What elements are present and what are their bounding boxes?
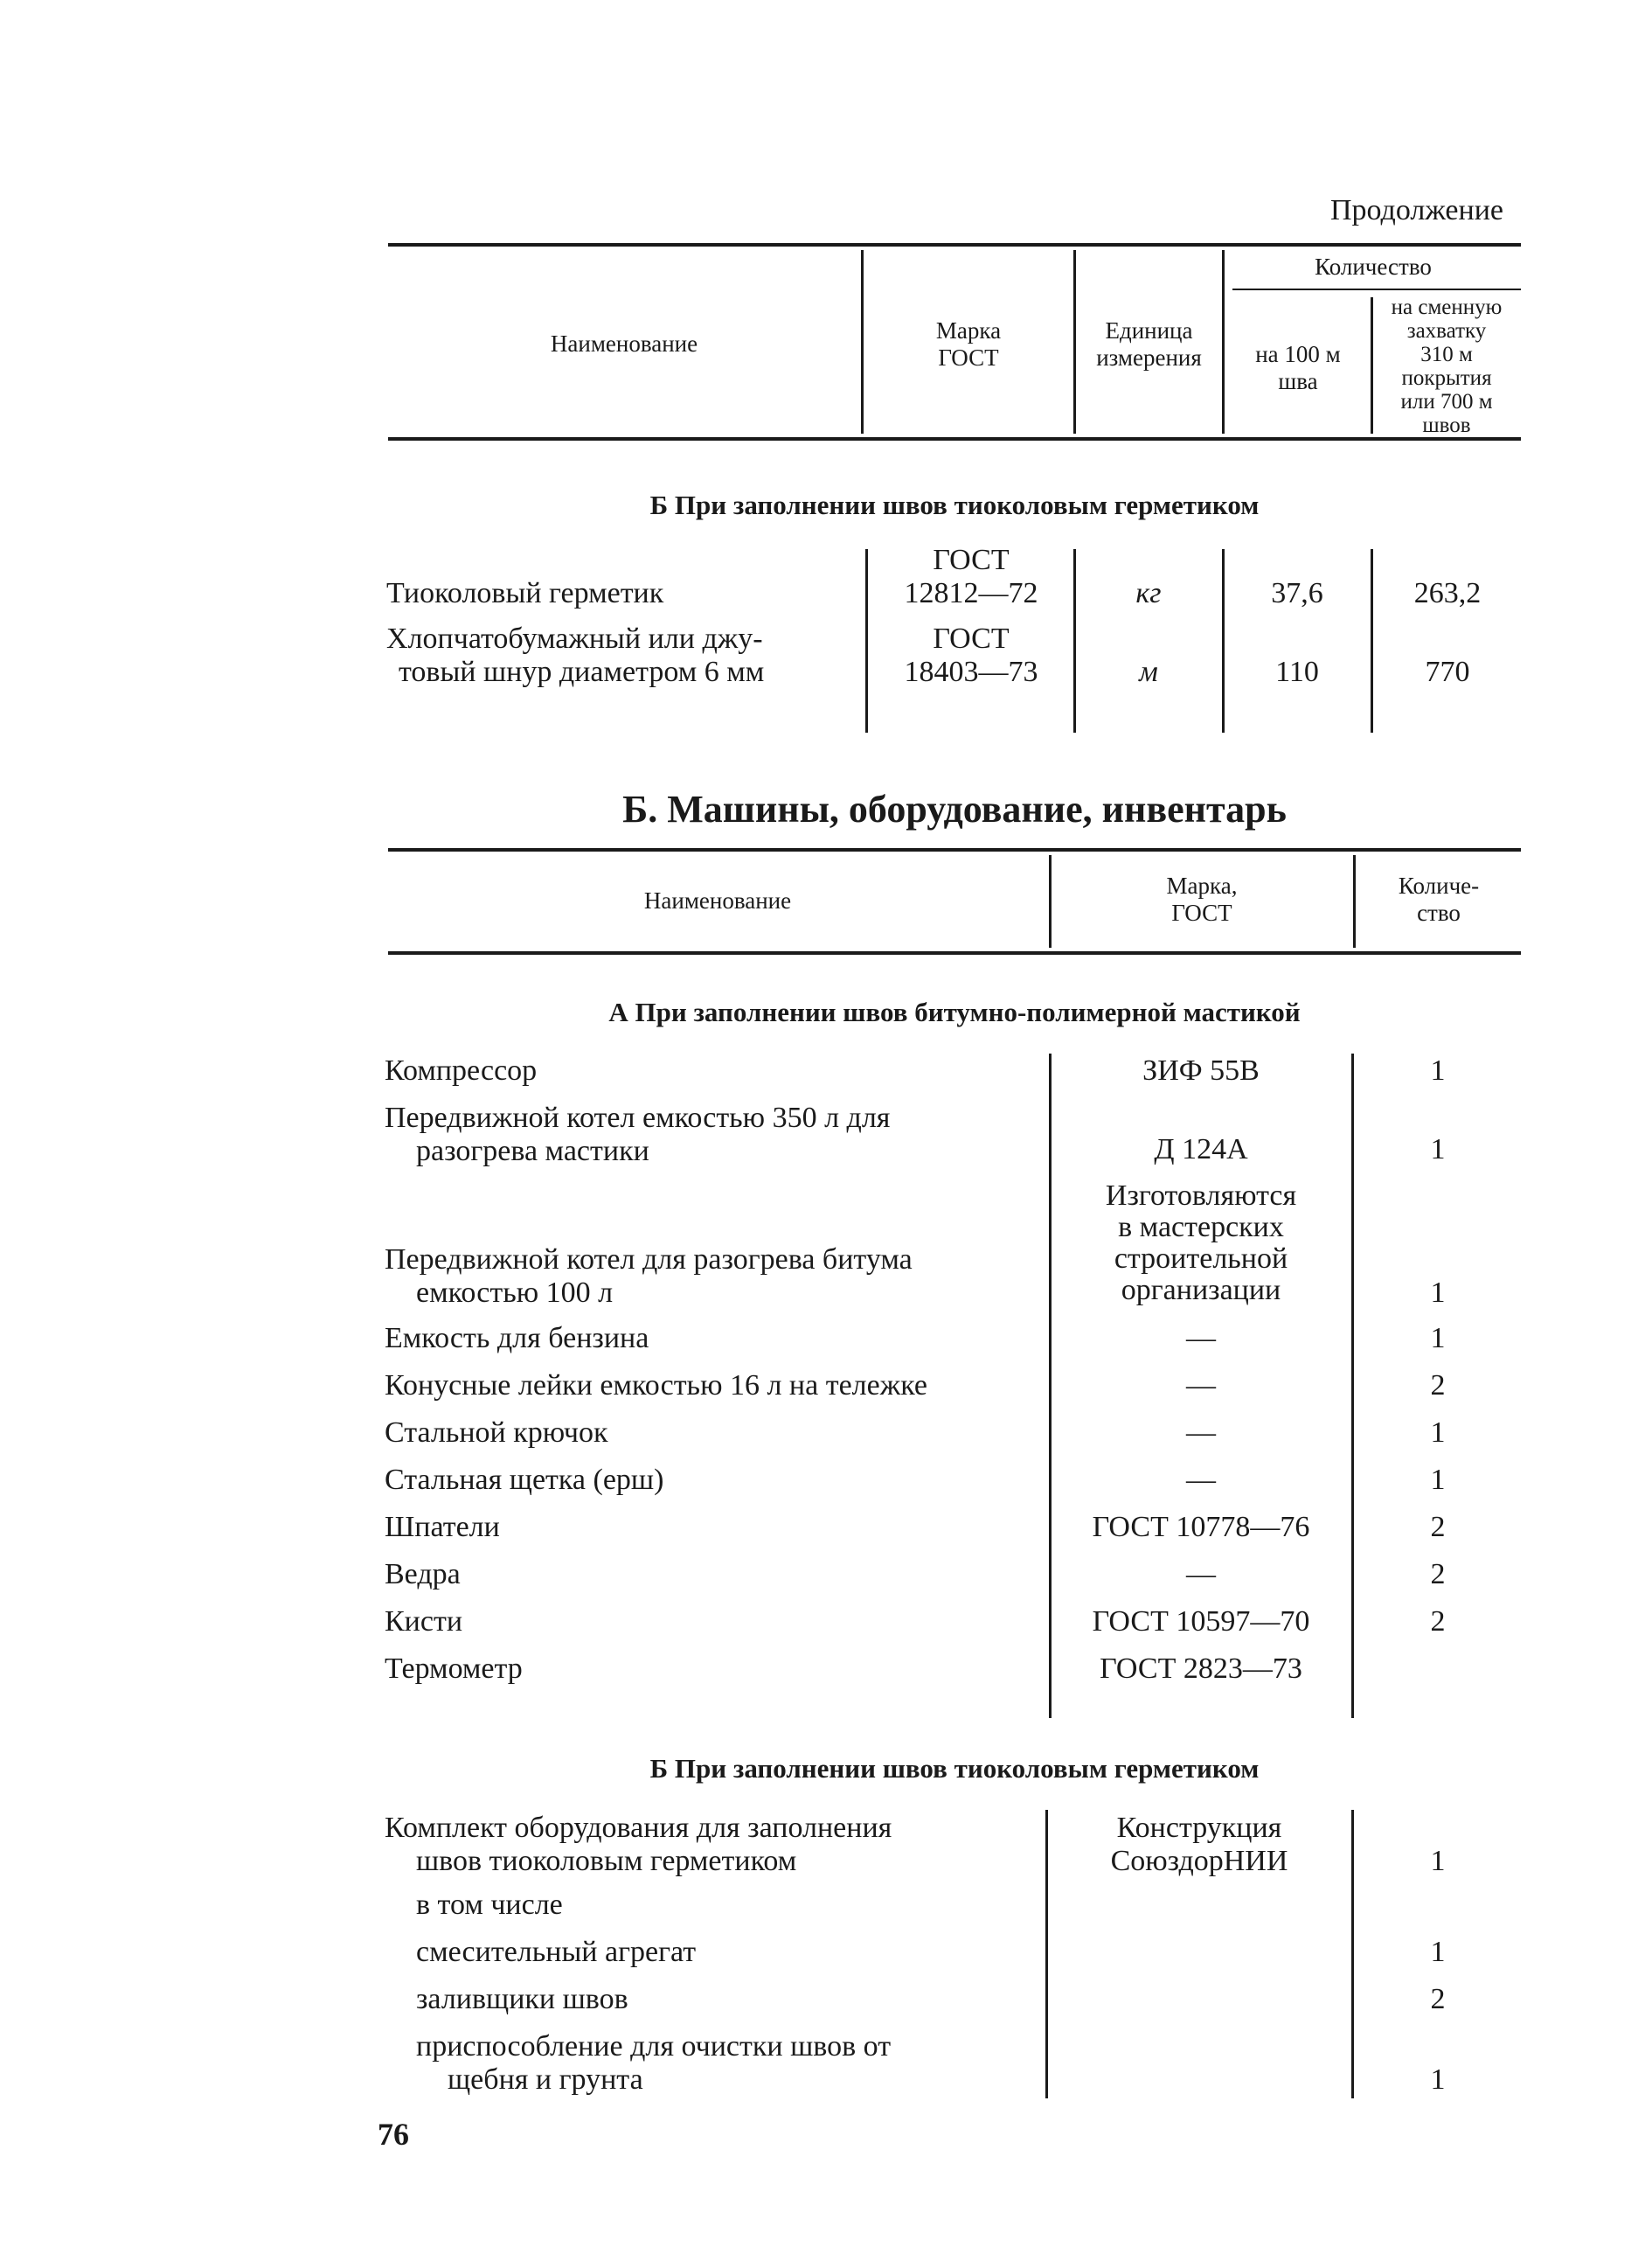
table2-row-qty: 1 bbox=[1430, 1936, 1446, 1968]
table1-header-divider bbox=[1222, 250, 1225, 434]
table1-header-bottom-rule bbox=[388, 437, 1521, 441]
table2-row-grade: ГОСТ 10597—70 bbox=[1092, 1605, 1310, 1638]
table1-row-per100: 110 bbox=[1275, 656, 1319, 688]
table1-header-unit: Единица измерения bbox=[1096, 317, 1202, 371]
table2-row-grade: — bbox=[1186, 1416, 1216, 1449]
table2-header-quantity: Количе- ство bbox=[1398, 873, 1480, 926]
table2-row-name: Стальной крючок bbox=[385, 1416, 608, 1449]
table2-row-name: Конусные лейки емкостью 16 л на тележке bbox=[385, 1369, 927, 1402]
table2-row-name: Шпатели bbox=[385, 1511, 500, 1543]
table2-row-qty: 2 bbox=[1430, 1558, 1446, 1590]
table2-row-qty: 1 bbox=[1430, 2063, 1446, 2096]
table2-row-grade: — bbox=[1186, 1322, 1216, 1354]
table2-row-qty: 1 bbox=[1430, 1845, 1446, 1877]
table2-row-name: Передвижной котел для разогрева битума емкостью 100 л bbox=[385, 1243, 913, 1309]
table2-row-qty: 1 bbox=[1430, 1464, 1446, 1496]
table1-top-rule bbox=[388, 243, 1521, 247]
table2-row-qty: 1 bbox=[1430, 1277, 1446, 1309]
table2-top-rule bbox=[388, 848, 1521, 852]
table2-row-qty: 1 bbox=[1430, 1322, 1446, 1354]
table2-row-name: смесительный агрегат bbox=[416, 1936, 697, 1968]
table1-section-b-heading: Б При заполнении швов тиоколовым герметиком bbox=[649, 490, 1260, 520]
table2-row-name: Передвижной котел емкостью 350 л для разогрева мастики bbox=[385, 1102, 891, 1167]
table2-section-b-heading: Б При заполнении швов тиоколовым герметиком bbox=[649, 1753, 1260, 1784]
table1-header-grade: Марка ГОСТ bbox=[935, 317, 1002, 371]
table2-row-name: в том числе bbox=[416, 1889, 563, 1921]
table2-section-a-heading: А При заполнении швов битумно-полимерной мастикой bbox=[608, 997, 1301, 1027]
table1-row-grade: ГОСТ 12812—72 bbox=[904, 544, 1038, 609]
table2-row-grade: ЗИФ 55В bbox=[1142, 1054, 1260, 1087]
table1-body-divider bbox=[1073, 549, 1076, 733]
table2-row-name: Комплект оборудования для заполнения швов тиоколовым герметиком bbox=[385, 1812, 892, 1877]
table2-row-qty: 1 bbox=[1430, 1416, 1446, 1449]
table2-row-name: Кисти bbox=[385, 1605, 463, 1638]
table2-row-grade: — bbox=[1186, 1464, 1216, 1496]
table1-body-divider bbox=[1371, 549, 1373, 733]
table2-row-qty: 2 bbox=[1430, 1983, 1446, 2015]
continuation-label: Продолжение bbox=[1329, 194, 1503, 226]
table1-row-per-shift: 770 bbox=[1425, 656, 1470, 688]
table1-row-unit: кг bbox=[1135, 577, 1162, 609]
table2-row-name: Компрессор bbox=[385, 1054, 538, 1087]
table1-quantity-rule bbox=[1232, 289, 1521, 290]
table2-row-name: Емкость для бензина bbox=[385, 1322, 649, 1354]
table2-row-qty: 2 bbox=[1430, 1605, 1446, 1638]
table1-row-per-shift: 263,2 bbox=[1413, 577, 1482, 609]
table2-header-grade: Марка, ГОСТ bbox=[1166, 873, 1238, 926]
table2-row-grade: Изготовляются в мастерских строительной организации bbox=[1105, 1179, 1297, 1306]
table2-header-divider bbox=[1049, 855, 1052, 948]
table2-header-name: Наименование bbox=[643, 887, 792, 914]
table2-row-qty: 2 bbox=[1430, 1511, 1446, 1543]
table2-row-qty: 1 bbox=[1430, 1054, 1446, 1087]
table2-row-name: приспособление для очистки швов от щебня и грунта bbox=[416, 2030, 892, 2096]
table2-row-grade: ГОСТ 10778—76 bbox=[1092, 1511, 1310, 1543]
table2-row-qty: 1 bbox=[1430, 1133, 1446, 1165]
table2-row-grade: Д 124А bbox=[1154, 1133, 1248, 1165]
table2-row-name: Термометр bbox=[385, 1652, 523, 1685]
table1-row-name: Хлопчатобумажный или джу- товый шнур диаметром 6 мм bbox=[386, 623, 765, 688]
table2-row-name: Ведра bbox=[385, 1558, 461, 1590]
table1-header-name: Наименование bbox=[550, 330, 698, 357]
table2-body-divider bbox=[1351, 1054, 1354, 1718]
table2-row-qty: 2 bbox=[1430, 1369, 1446, 1402]
table1-header-per-shift: на сменную захватку 310 м покрытия или 700 м швов bbox=[1391, 296, 1503, 437]
table2-header-bottom-rule bbox=[388, 951, 1521, 955]
table2-row-grade: — bbox=[1186, 1369, 1216, 1402]
table1-body-divider bbox=[1222, 549, 1225, 733]
table2-body-divider bbox=[1351, 1810, 1354, 2098]
table1-header-divider bbox=[1073, 250, 1076, 434]
table2-header-divider bbox=[1353, 855, 1356, 948]
table2-body-divider bbox=[1045, 1810, 1048, 2098]
table2-body-divider bbox=[1049, 1054, 1052, 1718]
table1-row-name: Тиоколовый герметик bbox=[386, 577, 664, 609]
table1-row-unit: м bbox=[1139, 656, 1158, 688]
table1-header-per100: на 100 м шва bbox=[1255, 341, 1341, 394]
table2-row-name: Стальная щетка (ерш) bbox=[385, 1464, 664, 1496]
table2-row-grade: — bbox=[1186, 1558, 1216, 1590]
table2-row-grade: ГОСТ 2823—73 bbox=[1100, 1652, 1302, 1685]
table2-row-name: заливщики швов bbox=[416, 1983, 628, 2015]
table1-header-quantity: Количество bbox=[1315, 254, 1432, 280]
table1-row-per100: 37,6 bbox=[1271, 577, 1323, 609]
table2-row-grade: Конструкция СоюздорНИИ bbox=[1110, 1812, 1288, 1877]
section-title: Б. Машины, оборудование, инвентарь bbox=[622, 788, 1287, 831]
table1-row-grade: ГОСТ 18403—73 bbox=[904, 623, 1038, 688]
table1-header-divider bbox=[861, 250, 864, 434]
page-number: 76 bbox=[378, 2117, 409, 2152]
